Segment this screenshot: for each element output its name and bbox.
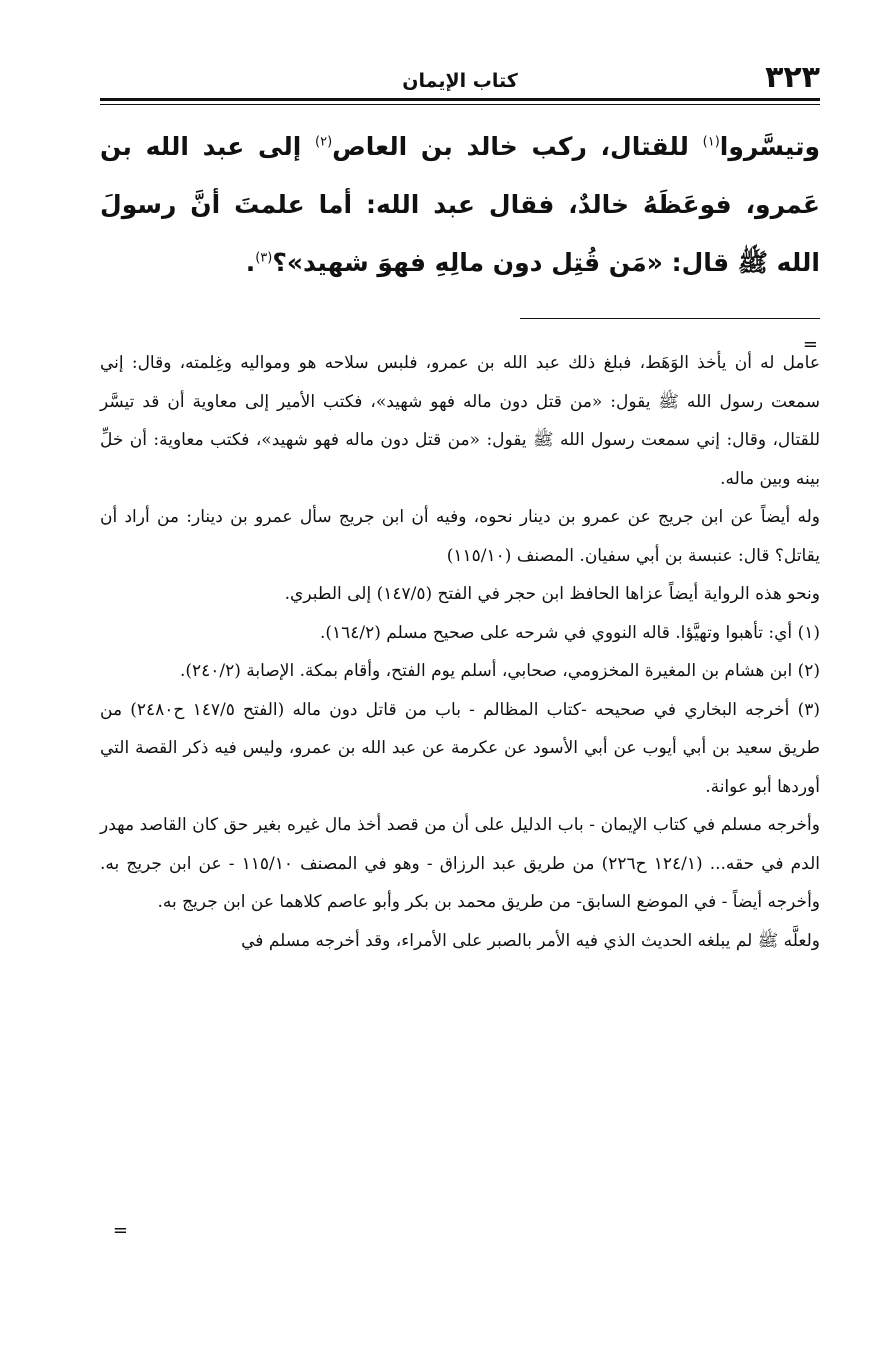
footnote-1 — [100, 614, 820, 653]
footnote-ref-2: (٢) — [315, 134, 333, 150]
header-rule-thin — [100, 104, 820, 105]
footnote-carryover-paragraph: وله أيضاً عن ابن جريج عن عمرو بن دينار نحوه، وفيه أن ابن جريج سأل عمرو بن دينار: من أراد أن يقاتل؟ قال: عنبسة بن أبي سفيان. المصنف (١١٥/١٠) — [100, 507, 820, 566]
main-text-part: وتيسَّروا — [719, 132, 820, 161]
footnote-carryover-paragraph: ونحو هذه الرواية أيضاً عزاها الحافظ ابن حجر في الفتح (١٤٧/٥) إلى الطبري. — [284, 584, 820, 604]
main-text-part: إلى عبد الله بن عَمرو، فوعَظَهُ خالدٌ، فقال عبد الله: أما علمتَ أنَّ رسولَ الله ﷺ قال: «مَن قُتِل دون مالِهِ فهوَ شهيد»؟ — [100, 132, 820, 277]
footnotes-section — [100, 344, 820, 960]
footnote-text: ابن هشام بن المغيرة المخزومي، صحابي، أسلم يوم الفتح، وأقام بمكة. الإصابة (٢٤٠/٢). — [179, 661, 793, 681]
footnote-number: (٢) — [797, 661, 820, 681]
footnote-3 — [100, 691, 820, 807]
continuation-mark-top: = — [802, 334, 818, 355]
footnote-text: أي: تأهبوا وتهيَّؤا. قاله النووي في شرحه على صحيح مسلم (١٦٤/٢). — [319, 622, 793, 643]
footnote-ref-3: (٣) — [255, 250, 273, 266]
footnote-carryover-paragraph: عامل له أن يأخذ الوَهَط، فبلغ ذلك عبد الله بن عمرو، فلبس سلاحه هو ومواليه وغِلمته، وقال: إني سمعت رسول الله ﷺ يقول: «من قتل دون ماله فهو شهيد»، فكتب الأمير إلى معاوية أن قد تيسَّر للقتال، وقال: إني سمعت رسول الله ﷺ يقول: «من قتل دون ماله فهو شهيد»، فكتب معاوية: أن خلِّ بينه وبين ماله. — [100, 353, 820, 489]
footnote-text: أخرجه البخاري في صحيحه -كتاب المظالم - باب من قاتل دون ماله (الفتح ١٤٧/٥ ح٢٤٨٠) من طريق سعيد بن أبي أيوب عن أبي الأسود عن عكرمة عن عبد الله بن عمرو، وليس فيه ذكر القصة التي أوردها أبو عوانة. — [100, 699, 820, 797]
header-rule — [100, 98, 820, 101]
footnote-3-paragraph: وأخرجه مسلم في كتاب الإيمان - باب الدليل على أن من قصد أخذ مال غيره بغير حق كان القاصد مهدر الدم في حقه... (١٢٤/١ ح٢٢٦) من طريق عبد الرزاق - وهو في المصنف ١١٥/١٠ - عن ابن جريج به. وأخرجه أيضاً - في الموضع السابق- من طريق محمد بن بكر وأبو عاصم كلاهما عن ابن جريج به. — [100, 815, 820, 912]
continuation-mark-bottom: = — [112, 1220, 128, 1241]
footnote-2 — [100, 652, 820, 691]
page-number: ٣٢٣ — [765, 60, 820, 95]
footnote-separator — [520, 318, 820, 319]
main-text — [100, 118, 820, 292]
running-title: كتاب الإيمان — [402, 70, 518, 92]
footnote-number: (١) — [797, 622, 820, 643]
main-text-part: . — [245, 248, 256, 277]
main-text-part: للقتال، ركب خالد بن العاص — [332, 132, 703, 161]
footnote-3-paragraph: ولعلَّه ﷺ لم يبلغه الحديث الذي فيه الأمر بالصبر على الأمراء، وقد أخرجه مسلم في — [241, 930, 820, 951]
page-header — [100, 58, 820, 98]
footnote-number: (٣) — [797, 699, 820, 720]
footnote-ref-1: (١) — [702, 134, 720, 150]
